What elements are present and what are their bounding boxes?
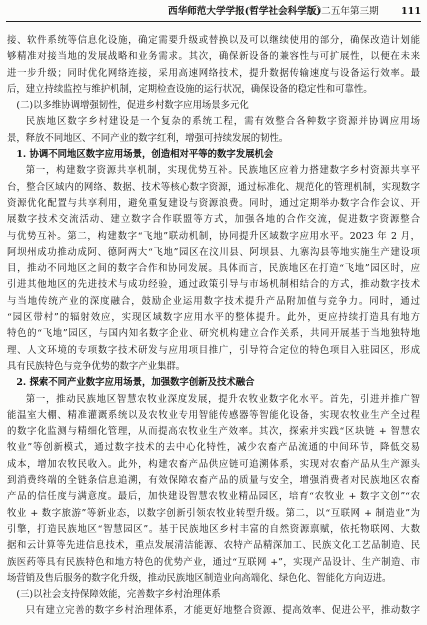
text-line: 具有民族特色与竞争优势的数字产业集群。 — [7, 360, 186, 372]
text-line: 据和云计算等先进信息技术，重点发展清洁能源、农特产品精深加工、民族文化工艺品制造、民 — [7, 540, 420, 552]
issue-label: 二〇二五年第三期 — [302, 6, 379, 17]
text-line: 民族地区数字乡村建设是一个复杂的系统工程，需有效整合各种数字资源并协调应用场 — [25, 116, 420, 128]
text-line: 景，释放不同地区、不同产业的数字红利，增强可持续发展的韧性。 — [7, 132, 289, 144]
paragraph — [7, 392, 420, 588]
section-heading: (三)以社会支持保障效能，完善数字乡村治理体系 — [16, 589, 221, 601]
text-line: 产品的信任度与满意度。最后，加快建设智慧农牧业精品园区，培育“农牧业 + 数字文创”“农 — [7, 491, 420, 503]
text-line: 进一步升级；同时优化网络连接，采用高速网络技术，提升数据传输速度与设备运行效率。最 — [7, 67, 420, 79]
article-body — [7, 33, 420, 620]
text-line: “园区带村”的辐射效应，实现区域数字应用水平的整体提升。此外，更应持续打造具有地方 — [7, 312, 420, 324]
text-line: 资源优化配置与共享利用，避免重复建设与资源浪费。同时，通过定期举办数字合作会议、开 — [7, 197, 420, 209]
subsection-heading: 1. 协调不同地区数字应用场景，创造相对平等的数字发展机会 — [16, 149, 274, 161]
paragraph — [7, 114, 420, 147]
text-line: 第一，构建数字资源共享机制，实现优势互补。民族地区应着力搭建数字乡村资源共享平 — [25, 165, 420, 177]
paragraph — [7, 163, 420, 375]
text-line: 展数字技术交流活动、建立数字合作联盟等方式，加强各地的合作交流，促进数字资源整合 — [7, 214, 420, 226]
page-number: 111 — [401, 6, 422, 17]
text-line: 引擎，打造民族地区“智慧园区”。基于民族地区乡村丰富的自然资源禀赋，依托物联网、大数 — [7, 523, 420, 535]
text-line: 到消费终端的全链条信息追溯，有效保障农畜产品的质量与安全，增强消费者对民族地区农畜 — [7, 475, 420, 487]
text-line: 接、软件系统等信息化设施，确定需要升级或替换以及可以继续使用的部分，确保改造计划能 — [7, 35, 420, 46]
text-line: 成本，增加农牧民收入。此外，构建农畜产品供应链可追溯体系，实现对农畜产品从生产源头 — [7, 458, 420, 470]
text-line: 与优势互补。第二，构建数字“飞地”联动机制，协同提升区域数字应用水平。2023 年 2 月， — [7, 230, 420, 242]
text-line: 第一，推动民族地区智慧农牧业深度发展，提升农牧业数字化水平。首先，引进并推广智 — [25, 393, 420, 405]
text-line: 场营销及售后服务的数字化升级，推动民族地区制造业向高端化、绿色化、智能化方向迈进。 — [7, 572, 392, 584]
text-line: 牧业 + 数字旅游”等新业态，以数字创新引领农牧业转型升级。第二，以“互联网 + 制造业”为 — [7, 507, 420, 519]
section-heading: (二)以多维协调增强韧性，促进乡村数字应用场景多元化 — [16, 100, 249, 112]
text-line: 族医药等具有民族特色和地方特色的优势产业，通过“互联网 +”，实现产品设计、生产制造、市 — [7, 556, 420, 568]
text-line: 阿坝州成功推动成阿、德阿两大“飞地”园区在汶川县、阿坝县、九寨沟县等地实施生产建设项 — [7, 246, 420, 258]
text-line: 理、人文环境的专项数字技术研发与应用项目推广，引导符合定位的特色项目入驻园区，形成 — [7, 344, 420, 356]
text-line: 能温室大棚、精准灌溉系统以及农牧业专用智能传感器等智能化设备，实现农牧业生产全过程 — [7, 409, 420, 421]
paragraph — [7, 33, 420, 98]
journal-title: 西华师范大学学报(哲学社会科学版) — [168, 6, 321, 17]
text-line: 牧业”等创新模式，通过数字技术的去中心化特性，减少农畜产品流通的中间环节，降低交易 — [7, 442, 420, 454]
paragraph — [7, 603, 420, 619]
text-line: 后，建立持续监控与维护机制，定期检查设施的运行状况，确保设备的稳定性和可靠性。 — [7, 83, 373, 95]
text-line: 与当地传统产业的深度融合，鼓励企业运用数字技术提升产品附加值与竞争力。同时，通过 — [7, 295, 420, 307]
text-line: 台，整合区域内的网络、数据、技术等核心数字资源，通过标准化、规范化的管理机制，实现数字 — [7, 181, 420, 193]
text-line: 特色的“飞地”园区，与国内知名数字企业、研究机构建立合作关系，共同开展基于当地独特地 — [7, 328, 420, 340]
subsection-heading: 2. 探索不同产业数字应用场景，加强数字创新及技术融合 — [16, 377, 255, 389]
text-line: 目，推动不同地区之间的数字合作和协同发展。具体而言，民族地区在打造“飞地”园区时，应 — [7, 263, 420, 275]
text-line: 引进其他地区的先进技术与成功经验，通过政策引导与市场机制相结合的方式，推动数字技术 — [7, 279, 420, 291]
text-line: 够精准对接当地的发展战略和业务需求。其次，确保新设备的兼容性与可扩展性，以便在未来 — [7, 51, 420, 63]
text-line: 只有建立完善的数字乡村治理体系，才能更好地整合资源、提高效率、促进公平，推动数字 — [25, 605, 420, 617]
text-line: 的数字化监测与精细化管理，从而提高农牧业生产效率。其次，探索并实践“区块链 + 智慧农 — [7, 426, 420, 438]
header-rule — [6, 21, 421, 22]
